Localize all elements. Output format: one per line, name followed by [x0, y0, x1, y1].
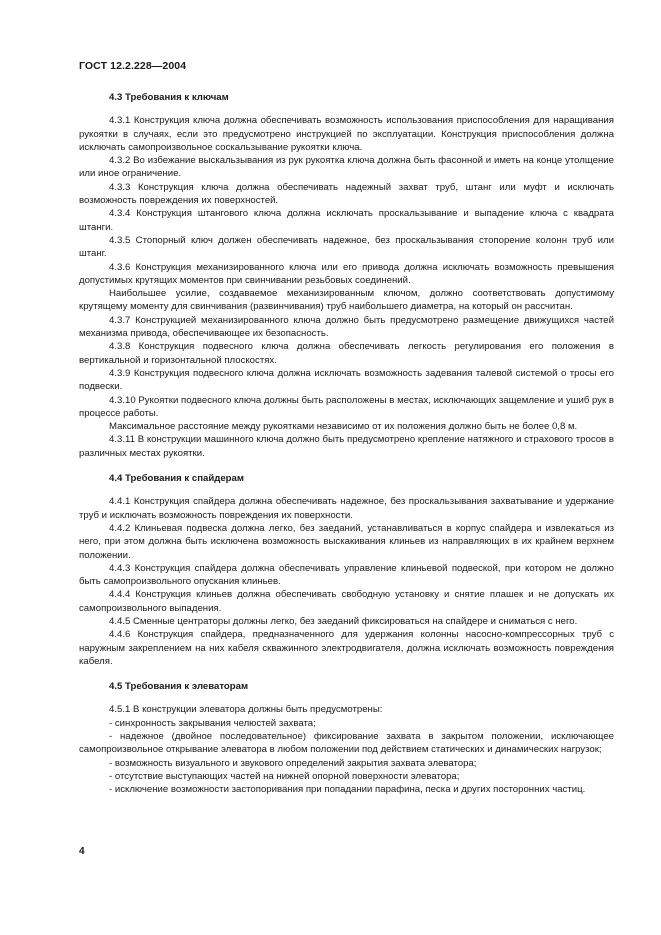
section-elevators — [79, 680, 614, 796]
page-number: 4 — [79, 846, 85, 857]
paragraph: 4.4.2 Клиньевая подвеска должна легко, без заеданий, устанавливаться в корпус спайдера и извлекаться из него, при этом должна быть исключена возможность выскакивания клиньев из направляющих в их крайнем верхнем положении. — [79, 522, 614, 561]
paragraph: 4.3.8 Конструкция подвесного ключа должна обеспечивать легкость регулирования его положения в вертикальной и горизонтальной плоскостях. — [79, 341, 614, 366]
paragraph: 4.3.9 Конструкция подвесного ключа должна исключать возможность задевания талевой системой о тросы его подвески. — [79, 367, 614, 393]
paragraph: 4.3.1 Конструкция ключа должна обеспечивать возможность использования приспособления для наращивания рукоятки в случаях, если это предусмотрено инструкцией по эксплуатации. Конструкция приспособления должна исключать самопроизвольное соскальзывание рукоятки ключа. — [79, 115, 614, 153]
paragraph: 4.3.3 Конструкция ключа должна обеспечивать надежный захват труб, штанг или муфт и исключать возможность повреждения их поверхностей. — [79, 181, 614, 207]
paragraph: 4.4.1 Конструкция спайдера должна обеспечивать надежное, без проскальзывания захватывание и удержание труб и исключать возможность повреждения их поверхности. — [79, 496, 614, 521]
section-heading: 4.4 Требования к спайдерам — [109, 473, 244, 485]
section-keys — [79, 91, 614, 460]
document-body — [79, 91, 614, 809]
section-heading: 4.3 Требования к ключам — [109, 92, 229, 103]
paragraph: 4.3.4 Конструкция штангового ключа должна исключать проскальзывание и выпадение ключа с квадрата штанги. — [79, 208, 614, 233]
list-item: - отсутствие выступающих частей на нижней опорной поверхности элеватора; — [109, 770, 460, 782]
paragraph: Максимальное расстояние между рукоятками независимо от их положения должно быть не более 0,8 м. — [109, 421, 578, 433]
paragraph: 4.3.11 В конструкции машинного ключа должно быть предусмотрено крепление натяжного и страхового тросов в различных местах рукоятки. — [79, 434, 614, 459]
list-item: - синхронность закрывания челюстей захвата; — [109, 717, 316, 729]
list-item: - исключение возможности застопоривания при попадании парафина, песка и других посторонних частиц. — [109, 784, 586, 796]
section-spiders — [79, 472, 614, 668]
paragraph: 4.3.7 Конструкцией механизированного ключа должно быть предусмотрено размещение движущихся частей механизма привода, обеспечивающее их безопасность. — [79, 314, 614, 340]
paragraph: 4.4.3 Конструкция спайдера должна обеспечивать управление клиньевой подвеской, при котором не должно быть самопроизвольного опускания клиньев. — [79, 562, 614, 588]
list-item: - возможность визуального и звукового определений закрытия захвата элеватора; — [109, 757, 477, 769]
document-header: ГОСТ 12.2.228—2004 — [79, 60, 187, 72]
paragraph: 4.3.6 Конструкция механизированного ключа или его привода должна исключать возможность превышения допустимых крутящих моментов при свинчивании резьбовых соединений. — [79, 261, 614, 286]
paragraph: 4.5.1 В конструкции элеватора должны быть предусмотрены: — [109, 704, 383, 716]
paragraph: Наибольшее усилие, создаваемое механизированным ключом, должно соответствовать допустимому крутящему моменту для свинчивания (развинчивания) труб наибольшего диаметра, на который он рассчитан. — [79, 288, 614, 313]
paragraph: 4.3.5 Стопорный ключ должен обеспечивать надежное, без проскальзывания стопорение колонн труб или штанг. — [79, 234, 614, 260]
paragraph: 4.4.6 Конструкция спайдера, предназначенного для удержания колонны насосно-компрессорных труб с наружным закреплением на них кабеля скважинного электродвигателя, должна исключать возможность повреждения кабеля. — [79, 629, 614, 667]
list-item: - надежное (двойное последовательное) фиксирование захвата в закрытом положении, исключающее самопроизвольное открывание элеватора в любом положении под действием статических и динамических нагрузок; — [79, 731, 614, 756]
paragraph: 4.4.5 Сменные центраторы должны легко, без заеданий фиксироваться на спайдере и сниматься с него. — [109, 615, 578, 627]
paragraph: 4.3.2 Во избежание выскальзывания из рук рукоятка ключа должна быть фасонной и иметь на конце утолщение или иное ограничение. — [79, 155, 614, 180]
paragraph: 4.3.10 Рукоятки подвесного ключа должны быть расположены в местах, исключающих защемление и ушиб рук в процессе работы. — [79, 394, 614, 419]
section-heading: 4.5 Требования к элеваторам — [109, 681, 249, 693]
paragraph: 4.4.4 Конструкция клиньев должна обеспечивать свободную установку и снятие плашек и не допускать их самопроизвольного выпадения. — [79, 589, 614, 614]
